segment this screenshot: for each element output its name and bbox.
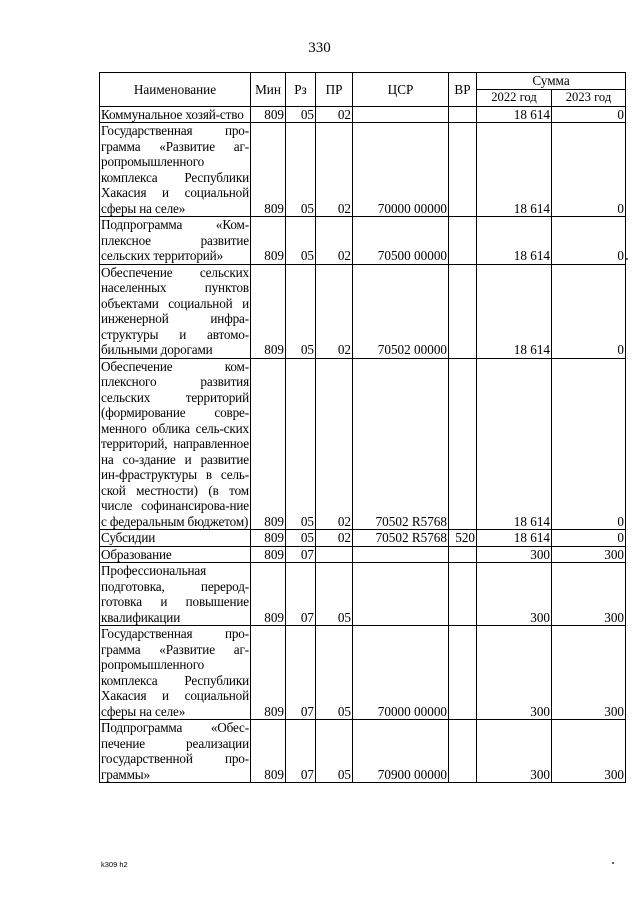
row-min-cell: 809 <box>251 720 286 783</box>
scan-artifact <box>612 862 614 864</box>
row-rz-cell: 05 <box>286 530 316 547</box>
table-row <box>100 563 626 626</box>
column-header-year-2023: 2023 год <box>552 90 626 107</box>
row-vr-cell <box>449 123 477 217</box>
column-header-csr: ЦСР <box>353 73 449 107</box>
row-name-cell: Коммунальное хозяй-ство <box>100 106 251 123</box>
row-2023-amount: 0 <box>552 264 626 358</box>
column-header-year-2022: 2022 год <box>477 90 552 107</box>
table-row <box>100 217 626 265</box>
row-2023-amount: 0 <box>552 106 626 123</box>
row-min-cell: 809 <box>251 217 286 265</box>
row-name-cell: Образование <box>100 546 251 563</box>
row-pr-cell: 05 <box>316 720 353 783</box>
table-row <box>100 720 626 783</box>
row-2022-amount: 300 <box>477 563 552 626</box>
row-pr-cell: 02 <box>316 123 353 217</box>
row-name-cell: Государственная про-грамма «Развитие аг-ропромышленного комплекса Республики Хакасия и социальной сферы на селе» <box>101 626 249 719</box>
row-pr-cell: 02 <box>316 106 353 123</box>
row-min-cell: 809 <box>251 123 286 217</box>
row-csr-cell: 70502 R5768 <box>353 358 449 530</box>
row-2023-amount: 0 <box>552 358 626 530</box>
row-vr-cell: 520 <box>449 530 477 547</box>
column-header-pr: ПР <box>316 73 353 107</box>
row-vr-cell <box>449 358 477 530</box>
row-2022-amount: 18 614 <box>477 530 552 547</box>
table-body <box>100 106 626 783</box>
row-2022-amount: 18 614 <box>477 217 552 265</box>
footer-code: k309 h2 <box>101 860 128 869</box>
column-header-vr: ВР <box>449 73 477 107</box>
row-2023-amount: 300 <box>552 546 626 563</box>
column-header-sum: Сумма <box>477 73 626 90</box>
row-min-cell: 809 <box>251 626 286 720</box>
row-2022-amount: 18 614 <box>477 123 552 217</box>
row-csr-cell: 70502 00000 <box>353 264 449 358</box>
row-2022-amount: 18 614 <box>477 106 552 123</box>
column-header-min: Мин <box>251 73 286 107</box>
row-2023-amount: 0 <box>552 530 626 547</box>
table-row <box>100 546 626 563</box>
row-name-cell: Подпрограмма «Обес-печение реализации государственной про-граммы» <box>101 720 249 782</box>
row-pr-cell: 02 <box>316 530 353 547</box>
row-pr-cell: 02 <box>316 358 353 530</box>
row-2023-amount: 300 <box>552 563 626 626</box>
row-rz-cell: 05 <box>286 264 316 358</box>
row-2022-amount: 18 614 <box>477 264 552 358</box>
table-row <box>100 264 626 358</box>
row-rz-cell: 07 <box>286 546 316 563</box>
row-name-cell: Обеспечение сельских населенных пунктов объектами социальной и инженерной инфра-структуры и автомо-бильными дорогами <box>101 264 249 357</box>
row-rz-cell: 07 <box>286 626 316 720</box>
table-row <box>100 626 626 720</box>
table-row <box>100 358 626 530</box>
row-2022-amount: 300 <box>477 546 552 563</box>
row-vr-cell <box>449 720 477 783</box>
row-csr-cell: 70502 R5768 <box>353 530 449 547</box>
row-name-cell: Государственная про-грамма «Развитие аг-ропромышленного комплекса Республики Хакасия и социальной сферы на селе» <box>101 123 249 216</box>
page-number: 330 <box>308 40 331 56</box>
row-min-cell: 809 <box>251 264 286 358</box>
row-rz-cell: 05 <box>286 106 316 123</box>
row-rz-cell: 05 <box>286 217 316 265</box>
row-rz-cell: 05 <box>286 358 316 530</box>
row-csr-cell <box>353 563 449 626</box>
row-csr-cell: 70900 00000 <box>353 720 449 783</box>
row-2022-amount: 18 614 <box>477 358 552 530</box>
row-csr-cell: 70000 00000 <box>353 626 449 720</box>
column-header-name: Наименование <box>100 73 251 107</box>
row-name-cell: Обеспечение ком-плексного развития сельских территорий (формирование совре-менного облика сель-ских территорий, направленное на со-здание и развитие ин-фраструктуры в сель-ской местности) (в том числе софинансирова-ние с федеральным бюджетом) <box>101 358 249 529</box>
row-rz-cell: 07 <box>286 563 316 626</box>
row-min-cell: 809 <box>251 358 286 530</box>
row-csr-cell: 70000 00000 <box>353 123 449 217</box>
row-min-cell: 809 <box>251 546 286 563</box>
row-vr-cell <box>449 264 477 358</box>
row-min-cell: 809 <box>251 530 286 547</box>
row-rz-cell: 05 <box>286 123 316 217</box>
row-2023-amount: 0 <box>552 217 626 265</box>
row-pr-cell <box>316 546 353 563</box>
row-pr-cell: 02 <box>316 264 353 358</box>
table-row <box>100 106 626 123</box>
row-vr-cell <box>449 546 477 563</box>
table-row <box>100 123 626 217</box>
row-pr-cell: 02 <box>316 217 353 265</box>
row-pr-cell: 05 <box>316 563 353 626</box>
row-2023-amount: 0 <box>552 123 626 217</box>
row-name-cell: Профессиональная подготовка, переpод-готовка и повышение квалификации <box>101 563 249 625</box>
row-csr-cell: 70500 00000 <box>353 217 449 265</box>
table-header-row <box>100 73 626 90</box>
table-row <box>100 530 626 547</box>
row-2023-amount: 300 <box>552 720 626 783</box>
row-2022-amount: 300 <box>477 720 552 783</box>
row-vr-cell <box>449 563 477 626</box>
column-header-rz: Рз <box>286 73 316 107</box>
row-name-cell: Субсидии <box>100 530 251 547</box>
row-rz-cell: 07 <box>286 720 316 783</box>
scan-artifact <box>626 258 628 260</box>
row-csr-cell <box>353 106 449 123</box>
row-pr-cell: 05 <box>316 626 353 720</box>
row-vr-cell <box>449 106 477 123</box>
row-csr-cell <box>353 546 449 563</box>
row-min-cell: 809 <box>251 106 286 123</box>
row-2022-amount: 300 <box>477 626 552 720</box>
row-name-cell: Подпрограмма «Ком-плексное развитие сельских территорий» <box>101 217 249 263</box>
budget-table <box>99 72 626 783</box>
row-2023-amount: 300 <box>552 626 626 720</box>
row-min-cell: 809 <box>251 563 286 626</box>
row-vr-cell <box>449 217 477 265</box>
row-vr-cell <box>449 626 477 720</box>
